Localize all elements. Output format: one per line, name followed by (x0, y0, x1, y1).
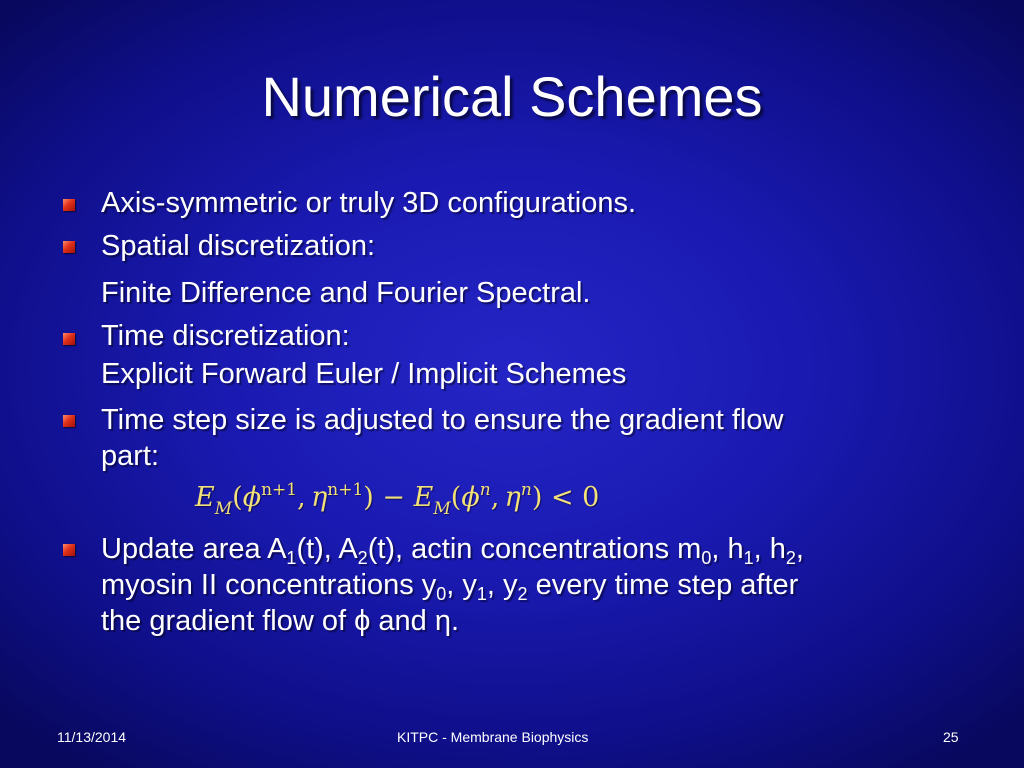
bullet-text: Time step size is adjusted to ensure the gradient flow (101, 404, 784, 436)
bullet-marker-icon (63, 415, 75, 427)
energy-inequality-formula: $E_M(\phi^{n+1}$, $\eta^{n+1}) - E_M(\phi^n$, $\eta^n) < 0$ (195, 480, 600, 519)
footer-title: KITPC - Membrane Biophysics (397, 729, 589, 745)
footer-page-number: 25 (943, 729, 959, 745)
bullet-marker-icon (63, 199, 75, 211)
bullet-text: Time discretization: (101, 320, 350, 352)
bullet-text: Axis-symmetric or truly 3D configurations. (101, 187, 637, 219)
footer-date: 11/13/2014 (57, 729, 127, 745)
bullet-text: Explicit Forward Euler / Implicit Schemes (101, 358, 627, 390)
bullet-text: Spatial discretization: (101, 230, 376, 262)
bullet-marker-icon (63, 241, 75, 253)
bullet-text: Finite Difference and Fourier Spectral. (101, 277, 591, 309)
bullet-text-rich: myosin II concentrations $y_0$, $y_1$, $y_2$ every time step after (101, 569, 799, 604)
slide-title: Numerical Schemes (261, 65, 763, 128)
bullet-text-rich: the gradient flow of ϕ and η. (101, 605, 460, 637)
bullet-marker-icon (63, 544, 75, 556)
bullet-text-rich: Update area $A_1(t)$, $A_2(t)$, actin concentrations $m_0$, $h_1$, $h_2$, (101, 533, 804, 568)
bullet-marker-icon (63, 333, 75, 345)
bullet-text: part: (101, 440, 160, 472)
